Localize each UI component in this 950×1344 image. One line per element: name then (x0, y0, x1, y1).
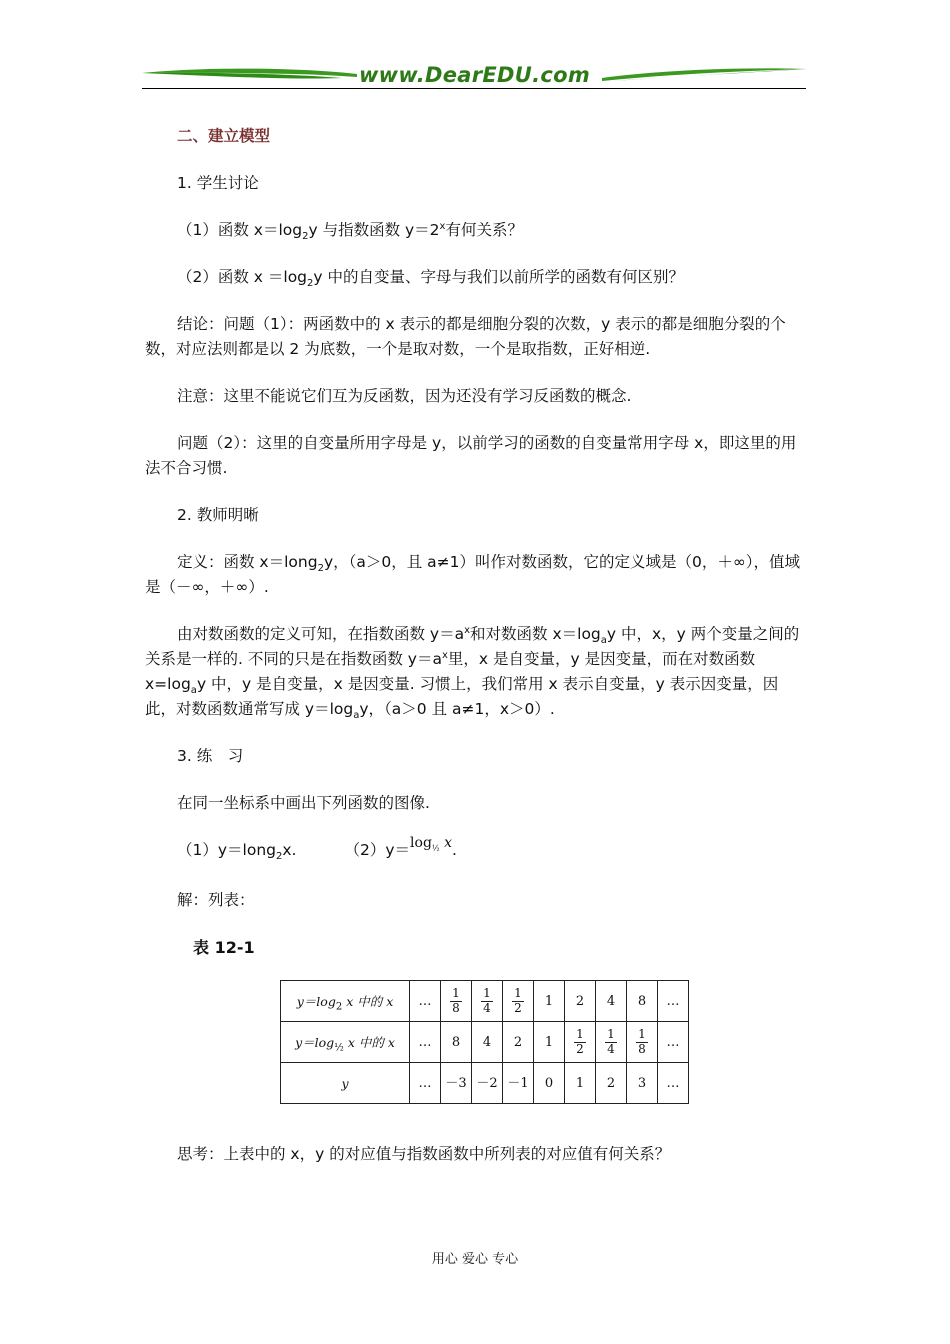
think-question: 思考：上表中的 x，y 的对应值与指数函数中所列表的对应值有何关系？ (177, 1145, 671, 1163)
table-cell: 2 (503, 1022, 534, 1063)
subsection-3: 3. 练 习 (177, 747, 244, 765)
table-cell: 1 (565, 1063, 596, 1104)
site-logo: www.DearEDU.com (358, 63, 591, 87)
table-cell: 3 (627, 1063, 658, 1104)
subsection-2: 2. 教师明晰 (177, 506, 259, 524)
row-label: $y=\log_{\frac{1}{2}}$ x 中的 x (281, 1022, 410, 1063)
table-row (281, 1063, 689, 1104)
table-cell: 4 (472, 1022, 503, 1063)
table-cell: 2 (565, 981, 596, 1022)
table-row (281, 981, 689, 1022)
question-2: （2）函数 $x =\log_2y$ 中的自变量、字母与我们以前所学的函数有何区别？ (177, 268, 685, 290)
table-cell: －3 (441, 1063, 472, 1104)
subsection-1: 1. 学生讨论 (177, 174, 259, 192)
table-cell: $\frac{1}{2}$ (565, 1022, 596, 1063)
table-cell: －1 (503, 1063, 534, 1104)
question2-paragraph: 问题（2）：这里的自变量所用字母是 y，以前学习的函数的自变量常用字母 x，即这里的用法不合习惯. (145, 434, 797, 477)
solution-label: 解：列表： (177, 891, 255, 909)
row-label: $y=\log_2$ x 中的 x (281, 981, 410, 1022)
table-cell: … (658, 981, 689, 1022)
table-cell: 0 (534, 1063, 565, 1104)
note-paragraph: 注意：这里不能说它们互为反函数，因为还没有学习反函数的概念. (177, 387, 632, 405)
definition-explanation: 由对数函数的定义可知，在指数函数 $y=a^x$和对数函数 $x=\log_ay$ 中，x，y 两个变量之间的关系是一样的. 不同的只是在指数函数 $y=a^x$里，x 是自变量，y 是因变量，而在对数函数 $x=\log_ay$ 中，y 是自变量，x 是因变量. 习惯上，我们常用 x 表示自变量，y 表示因变量，因此，对数函数通常写成 $y=\log_ay$，（a＞0 且 a≠1，x＞0）. (145, 624, 800, 722)
table-cell: … (658, 1063, 689, 1104)
question-1: （1）函数 $x=\log_2y$ 与指数函数 $y=2^x$有何关系？ (177, 220, 523, 243)
table-cell: 1 (534, 981, 565, 1022)
page-footer: 用心 爱心 专心 (431, 1252, 519, 1267)
table-cell: $\frac{1}{8}$ (441, 981, 472, 1022)
table-cell: … (410, 1063, 441, 1104)
table-cell: … (410, 981, 441, 1022)
table-cell: … (658, 1022, 689, 1063)
table-cell: －2 (472, 1063, 503, 1104)
table-cell: … (410, 1022, 441, 1063)
table-cell: $\frac{1}{8}$ (627, 1022, 658, 1063)
section-heading: 二、建立模型 (177, 127, 271, 145)
conclusion-paragraph: 结论：问题（1）：两函数中的 x 表示的都是细胞分裂的次数，y 表示的都是细胞分裂的个数，对应法则都是以 2 为底数，一个是取对数，一个是取指数，正好相逆. (145, 315, 786, 358)
table-row (281, 1022, 689, 1063)
exercise-items: （1）y＝long$_2$x. $(2)y=\log_{\frac{1}{2}}$ x. (177, 835, 457, 863)
table-cell: $\frac{1}{2}$ (503, 981, 534, 1022)
table-cell: 8 (441, 1022, 472, 1063)
header-divider (142, 88, 806, 89)
table-caption: 表 12-1 (193, 938, 255, 957)
definition-paragraph: 定义：函数 x＝long$_2$y，（a＞0，且 a≠1）叫作对数函数，它的定义域是（0，＋∞），值域是（－∞，＋∞）. (145, 553, 801, 596)
row-label: y (281, 1063, 410, 1104)
table-cell: 1 (534, 1022, 565, 1063)
table-cell: $\frac{1}{4}$ (596, 1022, 627, 1063)
table-cell: 8 (627, 981, 658, 1022)
exercise-prompt: 在同一坐标系中画出下列函数的图像. (177, 794, 430, 812)
values-table (280, 980, 689, 1104)
table-cell: $\frac{1}{4}$ (472, 981, 503, 1022)
table-cell: 4 (596, 981, 627, 1022)
table-cell: 2 (596, 1063, 627, 1104)
document-body (145, 124, 807, 1167)
